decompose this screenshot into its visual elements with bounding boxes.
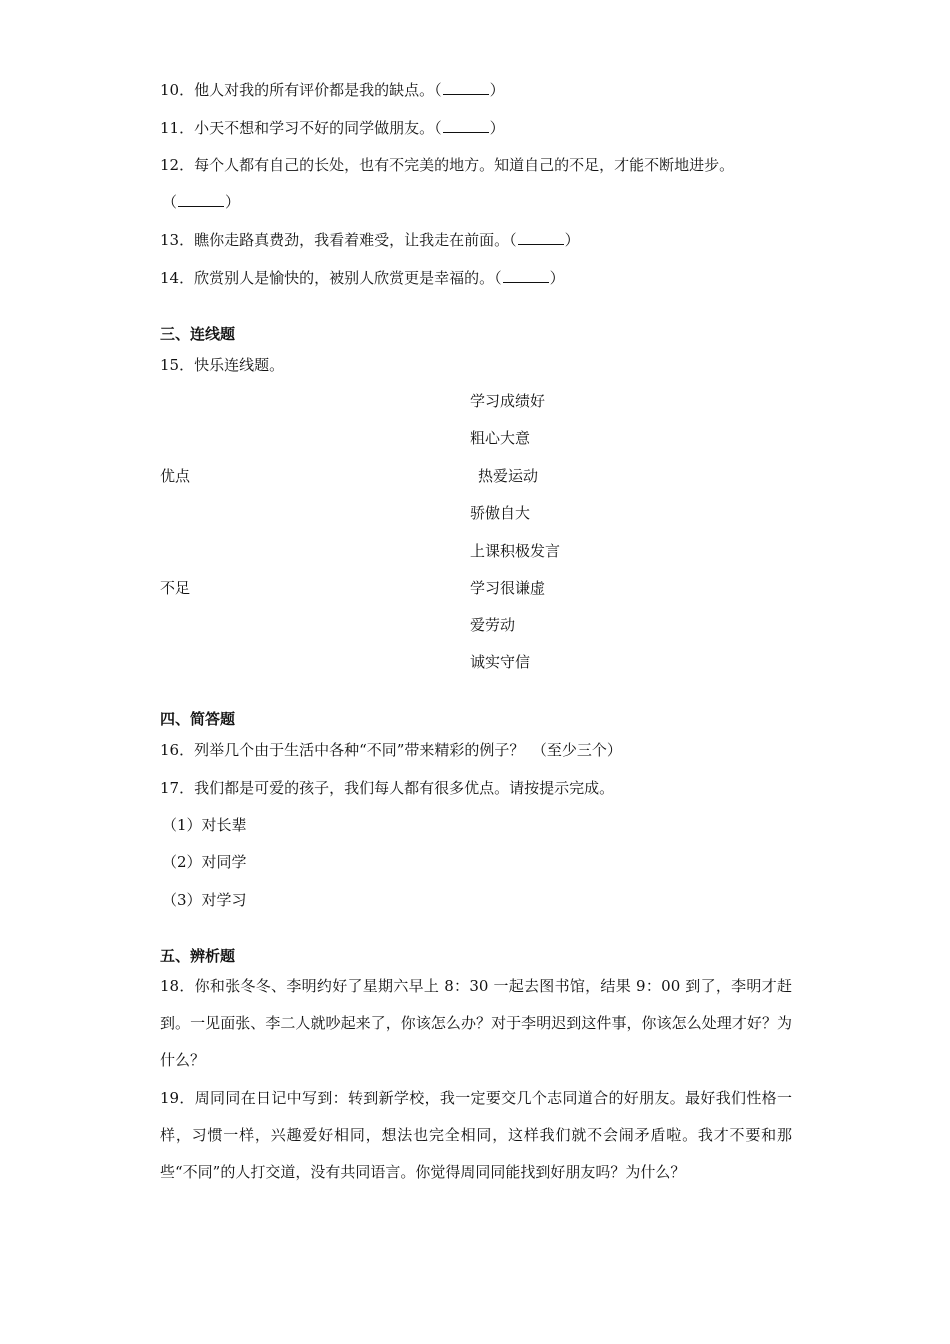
question-text: 欣赏别人是愉快的，被别人欣赏更是幸福的。	[194, 269, 495, 287]
question-12: 12．每个人都有自己的长处，也有不完美的地方。知道自己的不足，才能不断地进步。	[160, 156, 735, 174]
match-option[interactable]: 爱劳动	[470, 616, 516, 634]
question-16: 16．列举几个由于生活中各种“不同”带来精彩的例子？ （至少三个）	[160, 741, 622, 759]
answer-blank[interactable]	[178, 193, 224, 207]
section-5-heading: 五、辨析题	[160, 947, 236, 965]
question-10: 10．他人对我的所有评价都是我的缺点。（ ）	[160, 81, 505, 99]
question-number: 11	[160, 119, 180, 137]
question-number: 10	[160, 81, 180, 99]
question-17: 17．我们都是可爱的孩子，我们每人都有很多优点。请按提示完成。	[160, 779, 615, 797]
section-4-heading: 四、简答题	[160, 710, 236, 728]
sub-question: （2）对同学	[162, 853, 247, 871]
question-number: 14	[160, 269, 180, 287]
section-3-heading: 三、连线题	[160, 325, 236, 343]
match-option[interactable]: 粗心大意	[470, 429, 531, 447]
match-option[interactable]: 学习很谦虚	[470, 579, 546, 597]
match-option[interactable]: 上课积极发言	[470, 542, 561, 560]
match-option[interactable]: 学习成绩好	[470, 392, 546, 410]
question-12-answer: （ ）	[162, 193, 241, 211]
question-13: 13．瞧你走路真费劲，我看着难受，让我走在前面。（ ）	[160, 231, 580, 249]
question-11: 11．小天不想和学习不好的同学做朋友。（ ）	[160, 119, 505, 137]
question-text: 小天不想和学习不好的同学做朋友。	[194, 119, 435, 137]
match-left-weaknesses[interactable]: 不足	[160, 579, 191, 597]
answer-blank[interactable]	[443, 119, 489, 133]
answer-blank[interactable]	[443, 81, 489, 95]
question-text: 他人对我的所有评价都是我的缺点。	[194, 81, 435, 99]
answer-blank[interactable]	[518, 231, 564, 245]
question-text: 瞧你走路真费劲，我看着难受，让我走在前面。	[194, 231, 510, 249]
question-14: 14．欣赏别人是愉快的，被别人欣赏更是幸福的。（ ）	[160, 269, 565, 287]
question-18: 18．你和张冬冬、李明约好了星期六早上 8：30 一起去图书馆，结果 9：00 到了，李明才赶到。一见面张、李二人就吵起来了，你该怎么办？对于李明迟到这件事，你该怎么处理才好？为什么？	[160, 977, 792, 1069]
question-number: 12	[160, 156, 180, 174]
match-option[interactable]: 骄傲自大	[470, 504, 531, 522]
match-option[interactable]: 热爱运动	[478, 467, 539, 485]
question-19: 19．周同同在日记中写到：转到新学校，我一定要交几个志同道合的好朋友。最好我们性格一样，习惯一样，兴趣爱好相同，想法也完全相同，这样我们就不会闹矛盾啦。我才不要和那些“不同”的人打交道，没有共同语言。你觉得周同同能找到好朋友吗？为什么？	[160, 1089, 792, 1181]
match-left-strengths[interactable]: 优点	[160, 467, 191, 485]
sub-question: （1）对长辈	[162, 816, 247, 834]
question-15: 15．快乐连线题。	[160, 356, 285, 374]
question-number: 13	[160, 231, 180, 249]
answer-blank[interactable]	[503, 269, 549, 283]
match-option[interactable]: 诚实守信	[470, 653, 531, 671]
question-text: 每个人都有自己的长处，也有不完美的地方。知道自己的不足，才能不断地进步。	[194, 156, 735, 174]
sub-question: （3）对学习	[162, 891, 247, 909]
